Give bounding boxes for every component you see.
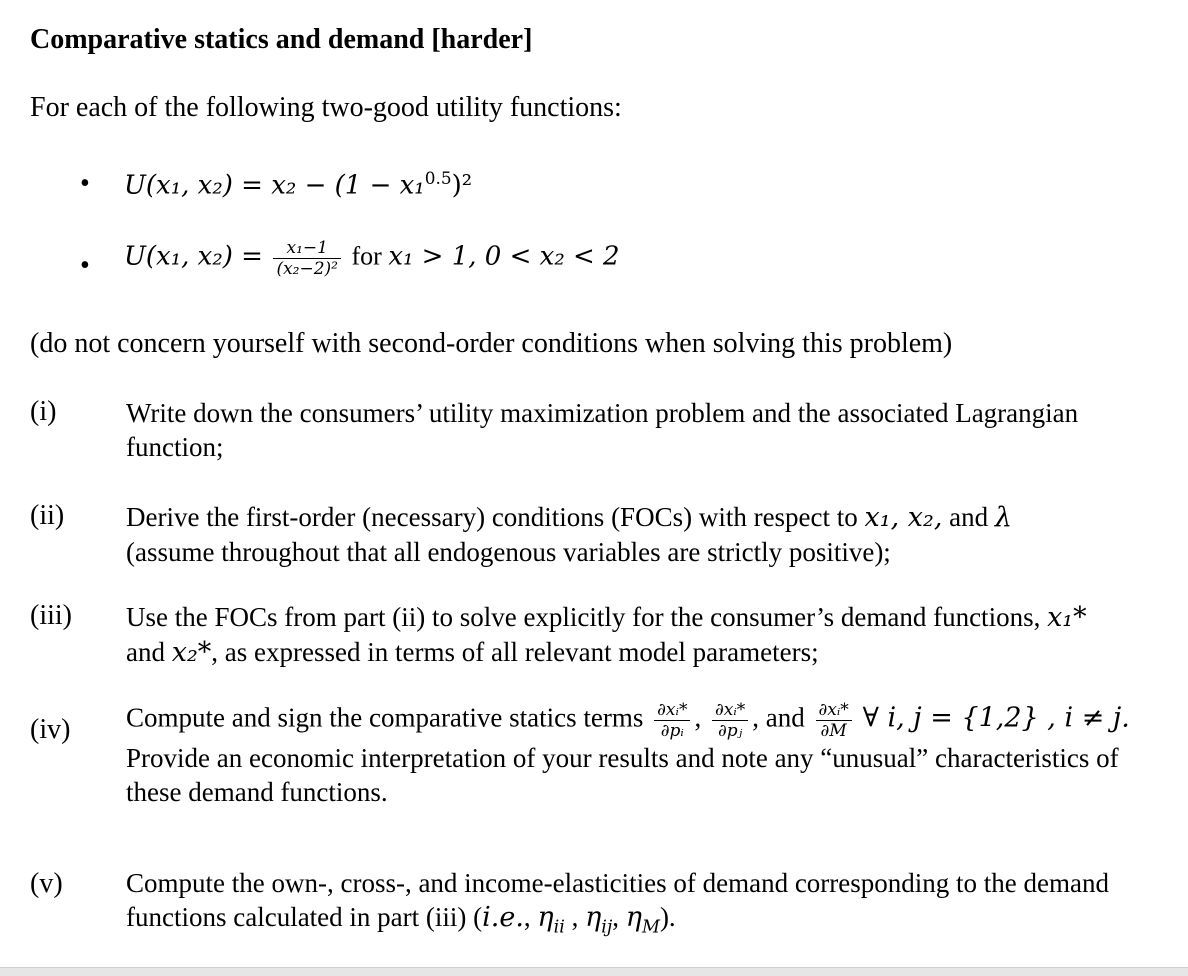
utility-2-for: for [351, 241, 382, 271]
utility-function-1 [124, 168, 472, 201]
intro-text: For each of the following two-good utility functions: [30, 92, 622, 123]
item-label-i: (i) [30, 396, 57, 427]
eta-subscript: M [641, 917, 660, 938]
item-label-ii: (ii) [30, 500, 65, 531]
item-label-iv: (iv) [30, 714, 71, 745]
fraction-numerator: ∂xᵢ* [654, 700, 690, 721]
item-v-ie: i.e. [482, 902, 524, 933]
item-ii-and: and [942, 502, 995, 532]
problem-title: Comparative statics and demand [harder] [30, 24, 533, 55]
item-label-iii: (iii) [30, 600, 72, 631]
item-v-text-a: Compute the own-, cross-, and income-elasticities of demand corresponding to the demand functions calculated in part (iii) ( [126, 868, 1109, 932]
bottom-scroll-bar [0, 967, 1188, 976]
fraction-numerator: ∂xᵢ* [712, 700, 748, 721]
note-text: (do not concern yourself with second-order conditions when solving this problem) [30, 328, 953, 359]
item-text-ii [126, 500, 1176, 569]
item-label-v: (v) [30, 868, 63, 899]
item-iv-text-a: Compute and sign the comparative statics terms [126, 702, 651, 733]
fraction-denominator: ∂pᵢ [660, 721, 684, 741]
eta-cross [585, 902, 613, 938]
item-ii-vars: x₁, x₂, [864, 502, 943, 533]
item-iii-text-b: , as expressed in terms of all relevant model parameters; [211, 637, 819, 667]
item-iii-and: and [126, 637, 172, 667]
item-ii-text-b: (assume throughout that all endogenous variables are strictly positive); [126, 537, 891, 567]
utility-2-denominator: (x₂−2)² [276, 259, 338, 279]
utility-2-numerator: x₁−1 [273, 238, 341, 259]
item-text-i: Write down the consumers’ utility maximization problem and the associated Lagrangian function; [126, 398, 1079, 462]
utility-1-rhs: )² [451, 170, 473, 201]
partial-cross-price-fraction [712, 700, 748, 741]
eta-subscript: ii [553, 917, 565, 938]
utility-1-exponent: 0.5 [424, 168, 452, 188]
eta-symbol: η [625, 902, 642, 933]
eta-symbol: η [585, 902, 602, 933]
fraction-denominator: ∂M [820, 721, 847, 741]
eta-own [537, 902, 565, 938]
item-text-v: Compute the own-, cross-, and income-elasticities of demand corresponding to the demand functions calculated in part (iii) (i.e., $\eta_{ii}$ , $\eta_{ij}$, $\eta_M$). [126, 868, 1109, 938]
utility-2-lhs: U(x₁, x₂) = [124, 241, 263, 272]
item-iv-condition: ∀ i, j = {1,2} , i ≠ j. [862, 702, 1130, 734]
fraction-numerator: ∂xᵢ* [816, 700, 852, 721]
item-ii-text-a: Derive the first-order (necessary) conditions (FOCs) with respect to [126, 502, 865, 532]
item-text-iv: Compute and sign the comparative statics terms $\frac{\text{∂xᵢ*}}{\text{∂pᵢ}}$ , $\frac{\text{∂xᵢ*}}{\text{∂pⱼ}}$ , and $\frac{\text{∂xᵢ*}}{\partial M}$ ∀ i, j = {1,2} , i ≠ j. Provide an economic interpretation of your results and note any “unusual” characteristics of these demand functions. [126, 700, 1130, 807]
bullet-marker: • [80, 250, 90, 281]
eta-symbol: η [537, 902, 554, 933]
bullet-marker: • [80, 168, 90, 199]
partial-own-price-fraction [654, 700, 690, 741]
utility-1-lhs: U(x₁, x₂) = x₂ − (1 − x₁ [124, 170, 425, 201]
eta-income [625, 902, 660, 938]
item-iv-text-b: Provide an economic interpretation of your results and note any “unusual” characteristics of these demand functions. [126, 743, 1119, 807]
utility-2-fraction [273, 238, 341, 279]
eta-subscript: ij [601, 917, 613, 938]
item-text-iii [126, 600, 1176, 670]
item-iii-text-a: Use the FOCs from part (ii) to solve explicitly for the consumer’s demand functions, [126, 602, 1048, 632]
item-iv-and: , and [752, 702, 812, 733]
item-ii-lambda: λ [994, 502, 1013, 533]
utility-2-condition: x₁ > 1, 0 < x₂ < 2 [388, 241, 620, 272]
fraction-denominator: ∂pⱼ [718, 721, 743, 741]
item-v-text-b: ). [659, 902, 676, 932]
item-iii-x1: x₁* [1047, 602, 1087, 633]
utility-function-2 [124, 238, 620, 279]
partial-income-fraction [816, 700, 852, 741]
item-iii-x2: x₂* [171, 637, 212, 668]
